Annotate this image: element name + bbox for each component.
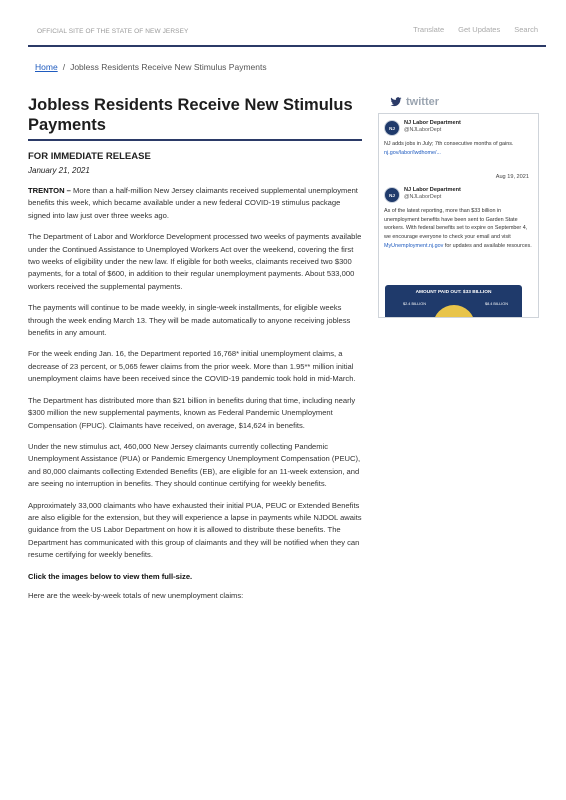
click-images-note: Click the images below to view them full-size.: [28, 571, 193, 581]
paragraph-2: The Department of Labor and Workforce Development processed two weeks of payments available under the Continued Assistance to Unemployed Workers Act over the weekend, covering the first two weeks of eligibility under the new law. If eligible for both weeks, claimants received two $300 payments, for a total of $600, in addition to their regular unemployment payments. About 533,000 workers received the supplemental payments.: [28, 232, 362, 291]
title-divider: [28, 139, 362, 141]
tweet-image-label-left: $2.4 BILLION: [403, 302, 427, 306]
translate-link[interactable]: Translate: [413, 25, 445, 34]
tweet-image-pie: [433, 305, 475, 318]
breadcrumb-home-link[interactable]: Home: [35, 62, 58, 72]
article: [28, 95, 362, 602]
tweet-body: NJ adds jobs in July; 7th consecutive months of gains.: [384, 141, 514, 147]
twitter-bird-icon: [390, 96, 402, 108]
breadcrumb-current: Jobless Residents Receive New Stimulus Payments: [70, 62, 267, 72]
header-divider: [28, 45, 546, 47]
twitter-heading-label: twitter: [406, 96, 439, 108]
twitter-heading[interactable]: [390, 96, 539, 108]
tweet-image[interactable]: [385, 285, 522, 318]
tweet-image-label-right: $8.4 BILLION: [484, 302, 508, 306]
tweet-author-handle[interactable]: @NJLaborDept: [404, 194, 442, 201]
tweet[interactable]: [379, 114, 538, 157]
get-updates-link[interactable]: Get Updates: [458, 25, 501, 34]
tweet-author-name[interactable]: NJ Labor Department: [404, 120, 461, 126]
tweet-link[interactable]: MyUnemployment.nj.gov: [384, 242, 444, 249]
tweet-author: [384, 120, 533, 136]
tweet-body: As of the latest reporting, more than $33 billion in unemployment benefits have been sent to Garden State workers. With federal benefits set to expire on September 4, we encourage everyone to check your email and visit: [384, 208, 528, 240]
tweet-body-end: for updates and available resources.: [443, 242, 532, 249]
paragraph-8: Here are the week-by-week totals of new unemployment claims:: [28, 590, 244, 600]
release-label: FOR IMMEDIATE RELEASE: [28, 151, 151, 162]
official-site-text: OFFICIAL SITE OF THE STATE OF NEW JERSEY: [37, 28, 189, 35]
avatar[interactable]: NJ: [384, 187, 400, 203]
breadcrumb-separator: /: [62, 62, 66, 72]
tweet-date[interactable]: Aug 19, 2021: [495, 174, 529, 181]
breadcrumb: [35, 62, 267, 72]
paragraph-6: Under the new stimulus act, 460,000 New Jersey claimants currently collecting Pandemic Unemployment Assistance (PUA) or Pandemic Emergency Unemployment Compensation (PEUC), and 80,000 claimants collecting Extended Benefits (EB), are eligible for an 11-week extension, and are seeing no interruption in benefits. They should continue certifying for weekly benefits.: [28, 441, 361, 489]
tweet[interactable]: [379, 180, 538, 250]
tweet-text: [384, 140, 533, 157]
twitter-feed[interactable]: [378, 113, 539, 318]
avatar[interactable]: NJ: [384, 120, 400, 136]
tweet-image-caption: AMOUNT PAID OUT: $33 BILLION: [415, 290, 492, 295]
search-link[interactable]: Search: [514, 25, 538, 34]
paragraph-1: [28, 185, 362, 222]
twitter-sidebar: [378, 96, 539, 318]
dateline: TRENTON –: [28, 186, 71, 195]
tweet-link[interactable]: nj.gov/labor/lwdhome/...: [384, 149, 441, 156]
tweet-author: [384, 187, 533, 203]
tweet-author-handle[interactable]: @NJLaborDept: [404, 127, 442, 133]
site-header: [0, 0, 566, 47]
paragraph-5: The Department has distributed more than $21 billion in benefits during that time, including nearly $300 million the new supplemental payments, known as Federal Pandemic Unemployment Compensation (FPUC). Claimants have received, on average, $14,624 in benefits.: [28, 395, 356, 430]
tweet-text: [384, 207, 533, 250]
paragraph-7: Approximately 33,000 claimants who have exhausted their initial PUA, PEUC or Extended Benefits are also eligible for the extension, but they will experience a lapse in payments while NJDOL awaits guidance from the US Labor Department on how it is allowed to distribute these benefits. The Department has communicated with this group of claimants and they will be notified when they can resume certifying for weekly benefits.: [28, 500, 362, 560]
tweet-author-name[interactable]: NJ Labor Department: [404, 187, 461, 194]
top-nav: [413, 25, 538, 34]
paragraph-1-text: More than a half-million New Jersey claimants received supplemental unemployment benefits this week, which became available under a new federal COVID-19 stimulus package signed into law just over three weeks ago.: [28, 186, 358, 220]
paragraph-4: For the week ending Jan. 16, the Department reported 16,768* initial unemployment claims, a decrease of 23 percent, or 5,065 fewer claims from the prior week. More than 1.95** million initial unemployment claims have been received since the COVID-19 pandemic took hold in mid-March.: [28, 349, 356, 384]
release-date: January 21, 2021: [28, 166, 90, 175]
paragraph-3: The payments will continue to be made weekly, in single-week installments, for eligible weeks through the week ending March 13. They will be made automatically to anyone receiving jobless benefits in any amount.: [28, 303, 351, 338]
page-title: Jobless Residents Receive New Stimulus Payments: [28, 96, 353, 134]
